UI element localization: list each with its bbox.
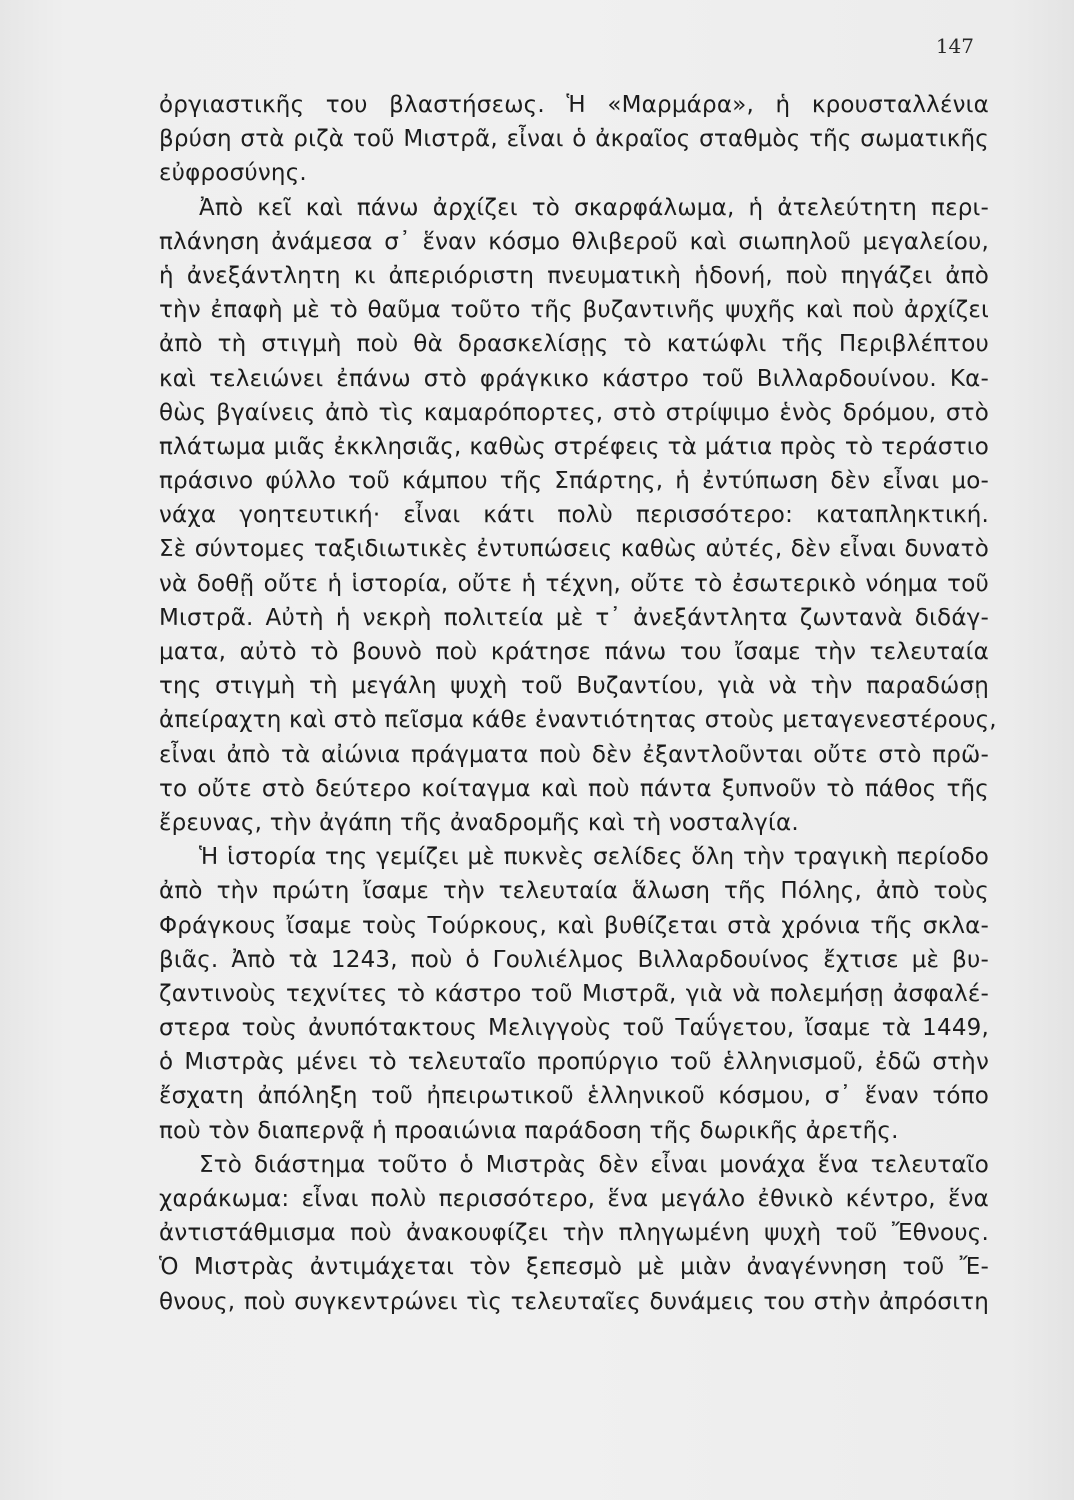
text-line: Φράγκους ἴσαμε τοὺς Τούρκους, καὶ βυθίζεται στὰ χρόνια τῆς σκλα- [159,912,989,939]
text-line: ποὺ τὸν διαπερνᾷ ἡ προαιώνια παράδοση τῆς δωρικῆς ἀρετῆς. [159,1117,899,1144]
text-line: ἀντιστάθμισμα ποὺ ἀνακουφίζει τὴν πληγωμένη ψυχὴ τοῦ Ἔθνους. [159,1220,989,1247]
text-line: βιᾶς. Ἀπὸ τὰ 1243, ποὺ ὁ Γουλιέλμος Βιλλαρδουίνος ἔχτισε μὲ βυ- [159,946,989,973]
text-line: νάχα γοητευτική· εἶναι κάτι πολὺ περισσότερο: καταπληκτική. [159,502,989,529]
text-line: ματα, αὐτὸ τὸ βουνὸ ποὺ κράτησε πάνω του ἴσαμε τὴν τελευταία [159,639,989,665]
text-line: πλάτωμα μιᾶς ἐκκλησιᾶς, καθὼς στρέφεις τὰ μάτια πρὸς τὸ τεράστιο [159,433,989,460]
text-line: ὀργιαστικῆς του βλαστήσεως. Ἡ «Μαρμάρα», ἡ κρουσταλλένια [159,92,989,118]
body-text [159,88,997,1319]
text-line: χαράκωμα: εἶναι πολὺ περισσότερο, ἕνα μεγάλο ἐθνικὸ κέντρο, ἕνα [159,1186,989,1212]
text-line: ἡ ἀνεξάντλητη κι ἀπεριόριστη πνευματικὴ ἡδονή, ποὺ πηγάζει ἀπὸ [159,262,989,289]
text-line: ἀπὸ τὴ στιγμὴ ποὺ θὰ δρασκελίσῃς τὸ κατώφλι τῆς Περιβλέπτου [159,331,989,358]
text-line: της στιγμὴ τὴ μεγάλη ψυχὴ τοῦ Βυζαντίου, γιὰ νὰ τὴν παραδώσῃ [159,673,989,700]
text-line: εὐφροσύνης. [159,160,307,187]
text-line: ἔρευνας, τὴν ἀγάπη τῆς ἀναδρομῆς καὶ τὴ νοσταλγία. [159,809,799,836]
text-line: ἔσχατη ἀπόληξη τοῦ ἠπειρωτικοῦ ἑλληνικοῦ κόσμου, σ᾽ ἕναν τόπο [159,1083,989,1110]
text-line: θνους, ποὺ συγκεντρώνει τὶς τελευταῖες δυνάμεις του στὴν ἀπρόσιτη [159,1288,989,1315]
text-line: ὁ Μιστρὰς μένει τὸ τελευταῖο προπύργιο τοῦ ἑλληνισμοῦ, ἐδῶ στὴν [159,1049,989,1076]
text-line: πλάνηση ἀνάμεσα σ᾽ ἕναν κόσμο θλιβεροῦ καὶ σιωπηλοῦ μεγαλείου, [159,228,989,255]
text-line: τὴν ἐπαφὴ μὲ τὸ θαῦμα τοῦτο τῆς βυζαντινῆς ψυχῆς καὶ ποὺ ἀρχίζει [159,297,989,324]
text-line: Στὸ διάστημα τοῦτο ὁ Μιστρὰς δὲν εἶναι μονάχα ἕνα τελευταῖο [199,1151,989,1178]
text-line: πράσινο φύλλο τοῦ κάμπου τῆς Σπάρτης, ἡ ἐντύπωση δὲν εἶναι μο- [159,468,989,495]
text-line: εἶναι ἀπὸ τὰ αἰώνια πράγματα ποὺ δὲν ἐξαντλοῦνται οὔτε στὸ πρῶ- [159,741,989,768]
text-line: βρύση στὰ ριζὰ τοῦ Μιστρᾶ, εἶναι ὁ ἀκραῖος σταθμὸς τῆς σωματικῆς [159,126,989,153]
page-number: 147 [935,34,974,58]
text-line: το οὔτε στὸ δεύτερο κοίταγμα καὶ ποὺ πάντα ξυπνοῦν τὸ πάθος τῆς [159,775,989,802]
text-line: Ἡ ἱστορία της γεμίζει μὲ πυκνὲς σελίδες ὅλη τὴν τραγικὴ περίοδο [199,844,989,871]
text-line: στερα τοὺς ἀνυπότακτους Μελιγγοὺς τοῦ Ταΰγετου, ἴσαμε τὰ 1449, [159,1015,989,1042]
text-line: Ἀπὸ κεῖ καὶ πάνω ἀρχίζει τὸ σκαρφάλωμα, ἡ ἀτελεύτητη περι- [199,194,989,221]
text-line: Ὁ Μιστρὰς ἀντιμάχεται τὸν ξεπεσμὸ μὲ μιὰν ἀναγέννηση τοῦ Ἔ- [159,1254,989,1281]
text-line: Σὲ σύντομες ταξιδιωτικὲς ἐντυπώσεις καθὼς αὐτές, δὲν εἶναι δυνατὸ [159,536,989,563]
text-line: ζαντινοὺς τεχνίτες τὸ κάστρο τοῦ Μιστρᾶ, γιὰ νὰ πολεμήσῃ ἀσφαλέ- [159,980,989,1007]
text-line: Μιστρᾶ. Αὐτὴ ἡ νεκρὴ πολιτεία μὲ τ᾽ ἀνεξάντλητα ζωντανὰ διδάγ- [159,604,989,631]
text-line: καὶ τελειώνει ἐπάνω στὸ φράγκικο κάστρο τοῦ Βιλλαρδουίνου. Κα- [159,365,989,392]
text-line: ἀπὸ τὴν πρώτη ἴσαμε τὴν τελευταία ἅλωση τῆς Πόλης, ἀπὸ τοὺς [159,878,989,905]
text-line: θὼς βγαίνεις ἀπὸ τὶς καμαρόπορτες, στὸ στρίψιμο ἑνὸς δρόμου, στὸ [159,399,989,426]
text-line: νὰ δοθῇ οὔτε ἡ ἱστορία, οὔτε ἡ τέχνη, οὔτε τὸ ἐσωτερικὸ νόημα τοῦ [159,570,989,597]
text-line: ἀπείραχτη καὶ στὸ πεῖσμα κάθε ἐναντιότητας στοὺς μεταγενεστέρους, [159,707,997,734]
